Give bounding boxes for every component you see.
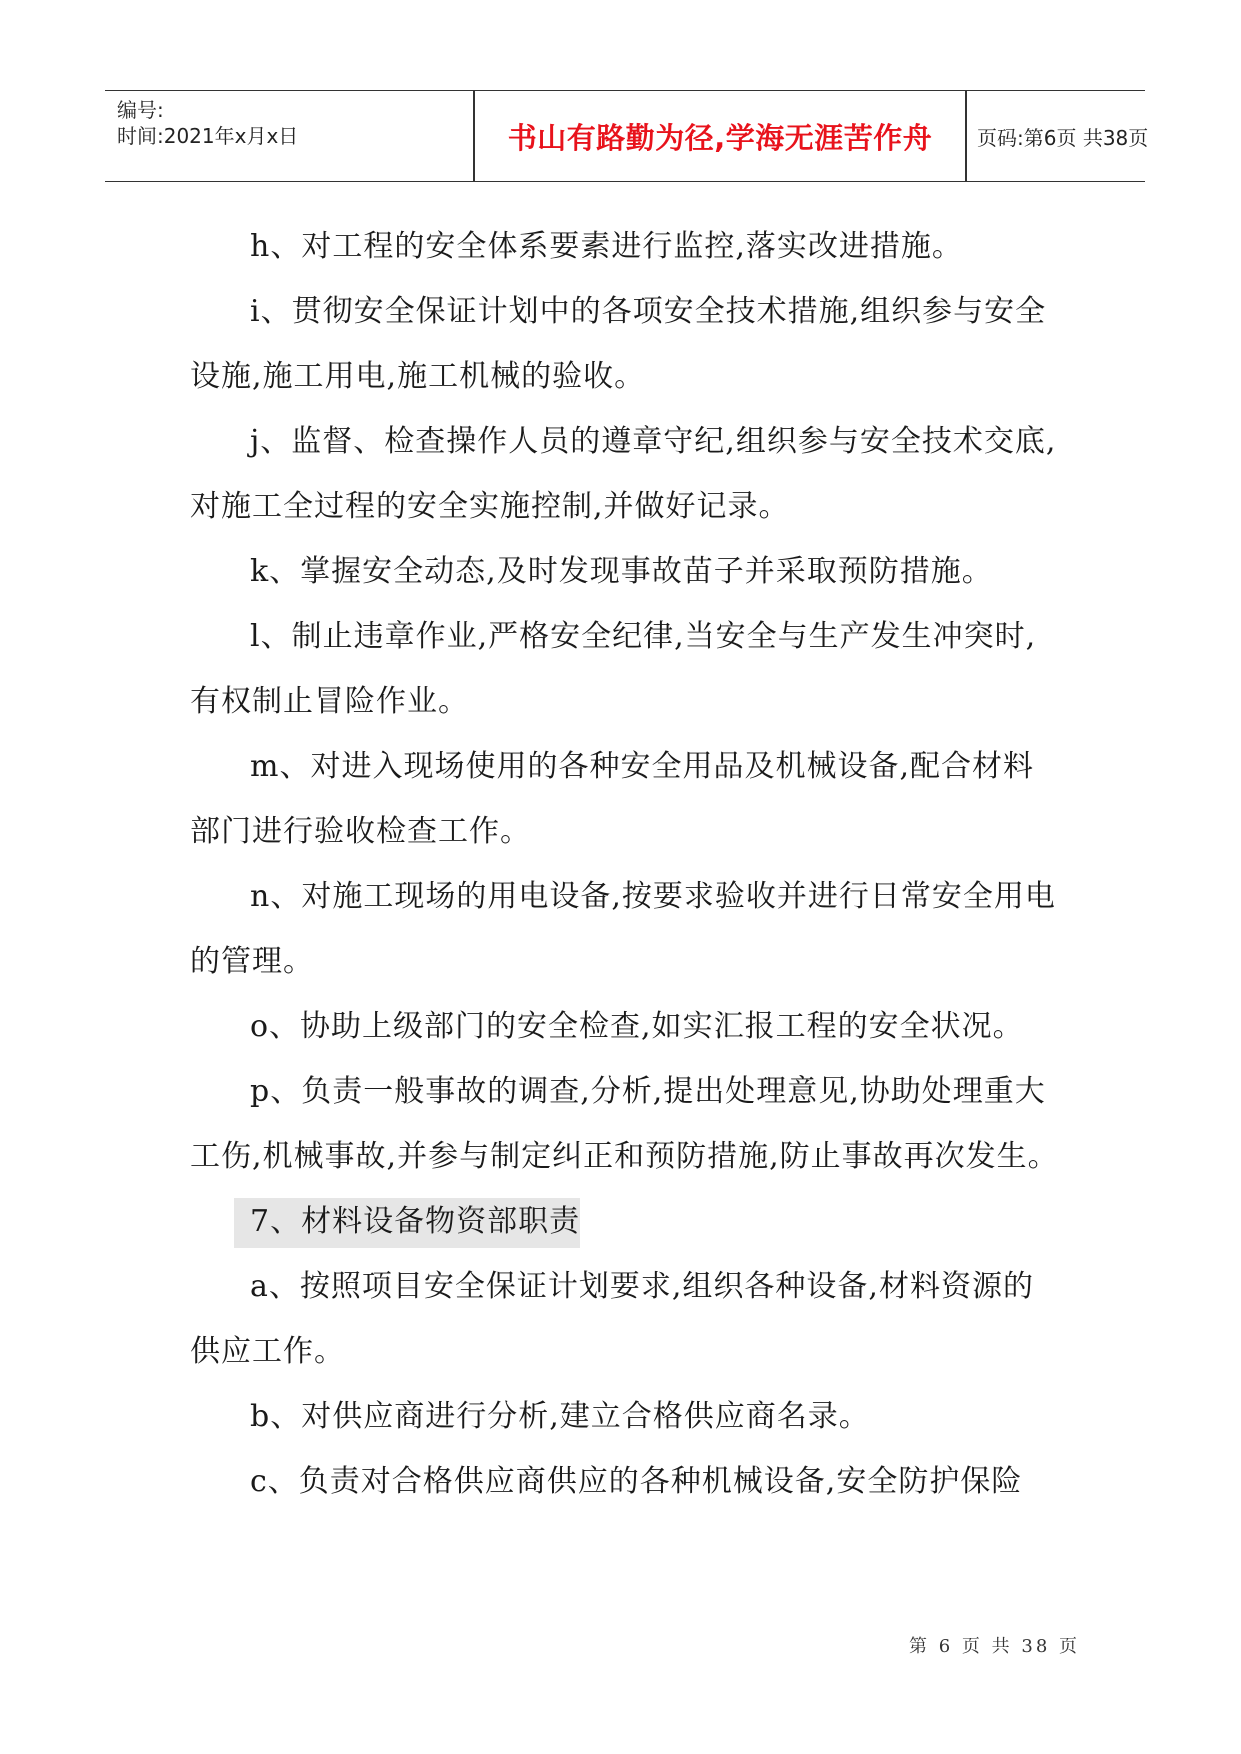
paragraph-o: o、协助上级部门的安全检查,如实汇报工程的安全状况。 [250, 1009, 1024, 1044]
section-heading [190, 1189, 1060, 1254]
paragraph-h: h、对工程的安全体系要素进行监控,落实改进措施。 [250, 229, 963, 264]
paragraph-l: l、制止违章作业,严格安全纪律,当安全与生产发生冲突时,有权制止冒险作业。 [190, 619, 1037, 719]
paragraph-p: p、负责一般事故的调查,分析,提出处理意见,协助处理重大工伤,机械事故,并参与制定纠正和预防措施,防止事故再次发生。 [190, 1074, 1059, 1174]
document-body [190, 214, 1060, 1514]
header-motto: 书山有路勤为径,学海无涯苦作舟 [507, 120, 933, 155]
header-divider [965, 91, 967, 181]
paragraph-j: j、监督、检查操作人员的遵章守纪,组织参与安全技术交底,对施工全过程的安全实施控制,并做好记录。 [190, 424, 1057, 524]
page-footer: 第 6 页 共 38 页 [909, 1636, 1080, 1657]
header-info [117, 91, 472, 181]
page-header [105, 90, 1149, 182]
header-page-code: 页码:第6页 共38页 [977, 125, 1149, 150]
paragraph-i: i、贯彻安全保证计划中的各项安全技术措施,组织参与安全设施,施工用电,施工机械的验收。 [190, 294, 1047, 394]
paragraph-b: b、对供应商进行分析,建立合格供应商名录。 [250, 1399, 870, 1434]
document-date: 时间:2021年x月x日 [117, 124, 299, 148]
paragraph-c: c、负责对合格供应商供应的各种机械设备,安全防护保险 [250, 1464, 1023, 1499]
paragraph-a: a、按照项目安全保证计划要求,组织各种设备,材料资源的供应工作。 [190, 1269, 1034, 1369]
paragraph-m: m、对进入现场使用的各种安全用品及机械设备,配合材料部门进行验收检查工作。 [190, 749, 1034, 849]
paragraph-n: n、对施工现场的用电设备,按要求验收并进行日常安全用电的管理。 [190, 879, 1056, 979]
document-number-label: 编号: [117, 98, 164, 122]
paragraph-k: k、掌握安全动态,及时发现事故苗子并采取预防措施。 [250, 554, 993, 589]
section-heading-text: 7、材料设备物资部职责 [234, 1198, 580, 1248]
